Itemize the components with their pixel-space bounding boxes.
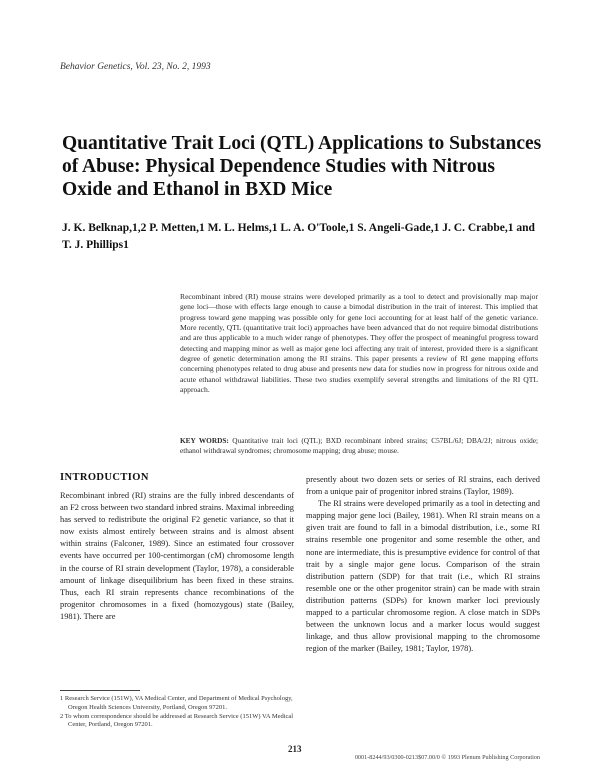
paper-title: Quantitative Trait Loci (QTL) Applications to Substances of Abuse: Physical Dependence Studies with Nitrous Oxide and Ethanol in BXD Mice bbox=[62, 133, 542, 200]
keywords-label: KEY WORDS: bbox=[180, 436, 229, 445]
copyright-line: 0001-8244/93/0300-0213$07.00/0 © 1993 Plenum Publishing Corporation bbox=[354, 754, 540, 761]
section-heading-introduction: INTRODUCTION bbox=[60, 472, 149, 483]
footnote-2: 2 To whom correspondence should be addressed at Research Service (151W) VA Medical Center, Portland, Oregon 97201. bbox=[60, 712, 294, 729]
footnote-divider bbox=[60, 690, 140, 691]
keywords-text: Quantitative trait loci (QTL); BXD recombinant inbred strains; C57BL/6J; DBA/2J; nitrous oxide; ethanol withdrawal syndromes; chromosome mapping; drug abuse; mouse. bbox=[180, 436, 539, 455]
footnote-1: 1 Research Service (151W), VA Medical Center, and Department of Medical Psychology, Oregon Health Sciences University, Portland, Oregon 97201. bbox=[60, 695, 293, 711]
author-list: J. K. Belknap,1,2 P. Metten,1 M. L. Helms,1 L. A. O'Toole,1 S. Angeli-Gade,1 J. C. Crabbe,1 and T. J. Phillips1 bbox=[62, 222, 535, 251]
page-number: 213 bbox=[288, 744, 302, 754]
journal-citation: Behavior Genetics, Vol. 23, No. 2, 1993 bbox=[60, 62, 211, 72]
abstract: Recombinant inbred (RI) mouse strains were developed primarily as a tool to detect and provisionally map major gene loci—those with effects large enough to cause a bimodal distribution in the trait of interest. This implied that progress toward gene mapping was possible only for gene loci accounting for at least half of the genetic variance. More recently, QTL (quantitative trait loci) approaches have been advanced that do not require bimodal distributions and are thus applicable to a much wider range of phenotypes. They offer the prospect of meaningful progress toward detecting and mapping minor as well as major gene loci affecting any trait of interest, provided there is a significant degree of genetic determination among the RI strains. This paper presents a review of RI gene mapping efforts concerning phenotypes related to drug abuse and presents new data for studies now in progress for nitrous oxide and acute ethanol withdrawal liabilities. These two studies exemplify several strengths and limitations of the RI QTL approach. bbox=[180, 292, 538, 395]
body-paragraph: The RI strains were developed primarily as a tool in detecting and mapping major gene loci (Bailey, 1981). When RI strain means on a given trait are found to fall in a bimodal distribution, i.e., some RI strains resemble one progenitor and some resemble the other, and none are intermediate, this is presumptive evidence for control of that trait by a single major gene locus. Comparison of the strain distribution pattern (SDP) for that trait (i.e., which RI strains resemble one or the other progenitor strain) can be made with strain distribution patterns (SDPs) for known marker loci previously mapped to a particular chromosome region. A close match in SDPs between the unknown locus and a marker locus would suggest linkage, and thus allow provisional mapping to the chromosome region of the marker (Bailey, 1981; Taylor, 1978). bbox=[306, 499, 540, 654]
keywords bbox=[180, 436, 538, 456]
body-column-left: Recombinant inbred (RI) strains are the fully inbred descendants of an F2 cross between two standard inbred strains. Maximal inbreeding has served to redistribute the original F2 genetic variance, so that it now exists almost entirely between strains and is almost absent within strains (Falconer, 1989). Since an estimated four crossover events have occurred per 100-centimorgan (cM) chromosome length in the course of RI strain development (Taylor, 1978), a considerable amount of linkage disequilibrium has been fixed in these strains. Thus, each RI strain represents chance recombinations of the progenitor chromosomes in a fixed (homozygous) state (Bailey, 1981). There are bbox=[60, 491, 294, 621]
footnotes bbox=[60, 695, 294, 730]
body-paragraph: presently about two dozen sets or series of RI strains, each derived from a unique pair of progenitor inbred strains (Taylor, 1989). bbox=[306, 475, 540, 497]
body-column-right bbox=[306, 474, 540, 655]
